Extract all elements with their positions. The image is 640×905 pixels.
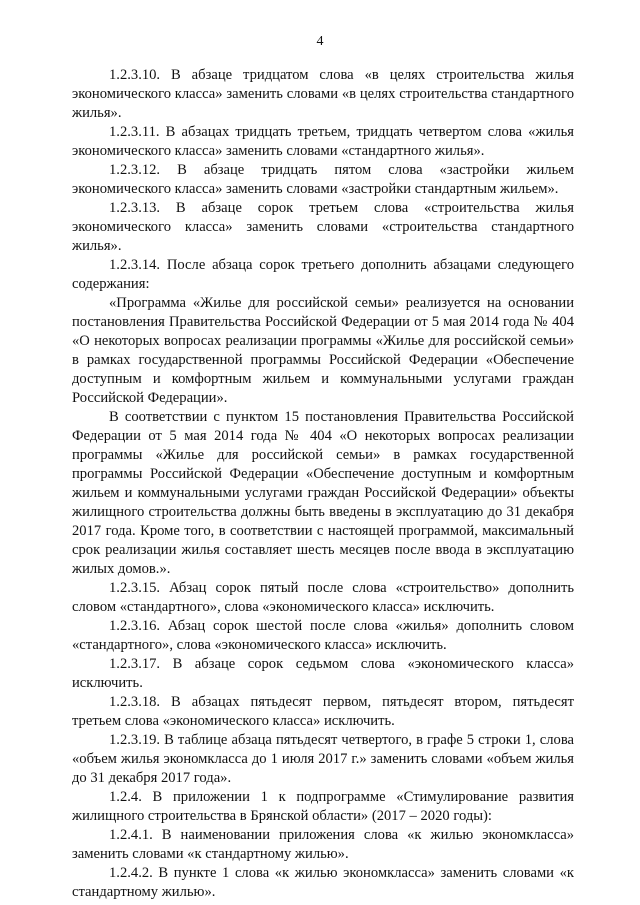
paragraph-1-2-3-15: 1.2.3.15. Абзац сорок пятый после слова «строительство» дополнить словом «стандартного», слова «экономического класса» исключить. xyxy=(72,580,574,615)
paragraph-1-2-3-12: 1.2.3.12. В абзаце тридцать пятом слова «застройки жильем экономического класса» заменить словами «застройки стандартным жильем». xyxy=(72,162,574,197)
paragraph-1-2-4: 1.2.4. В приложении 1 к подпрограмме «Стимулирование развития жилищного строительства в Брянской области» (2017 – 2020 годы): xyxy=(72,789,574,824)
page-number: 4 xyxy=(316,34,324,49)
paragraph-1-2-3-11: 1.2.3.11. В абзацах тридцать третьем, тридцать четвертом слова «жилья экономического класса» заменить словами «стандартного жилья». xyxy=(72,124,574,159)
paragraph-1-2-3-14: 1.2.3.14. После абзаца сорок третьего дополнить абзацами следующего содержания: xyxy=(72,257,574,292)
quoted-paragraph-program: «Программа «Жилье для российской семьи» реализуется на основании постановления Правительства Российской Федерации от 5 мая 2014 года № 404 «О некоторых вопросах реализации программы «Жилье для российской семьи» в рамках государственной программы Российской Федерации «Обеспечение доступным и комфортным жильем и коммунальными услугами граждан Российской Федерации». xyxy=(72,295,574,406)
paragraph-1-2-4-1: 1.2.4.1. В наименовании приложения слова «к жилью экономкласса» заменить словами «к стандартному жилью». xyxy=(72,827,574,862)
paragraph-1-2-3-17: 1.2.3.17. В абзаце сорок седьмом слова «экономического класса» исключить. xyxy=(72,656,574,691)
paragraph-1-2-3-18: 1.2.3.18. В абзацах пятьдесят первом, пятьдесят втором, пятьдесят третьем слова «экономического класса» исключить. xyxy=(72,694,574,729)
paragraph-1-2-3-19: 1.2.3.19. В таблице абзаца пятьдесят четвертого, в графе 5 строки 1, слова «объем жилья экономкласса до 1 июля 2017 г.» заменить словами «объем жилья до 31 декабря 2017 года». xyxy=(72,732,574,786)
paragraph-1-2-3-13: 1.2.3.13. В абзаце сорок третьем слова «строительства жилья экономического класса» заменить словами «строительства стандартного жилья». xyxy=(72,200,574,254)
document-body xyxy=(72,66,574,902)
quoted-paragraph-point-15: В соответствии с пунктом 15 постановления Правительства Российской Федерации от 5 мая 2014 года № 404 «О некоторых вопросах реализации программы «Жилье для российской семьи» в рамках государственной программы Российской Федерации «Обеспечение доступным и комфортным жильем и коммунальными услугами граждан Российской Федерации» объекты жилищного строительства должны быть введены в эксплуатацию до 31 декабря 2017 года. Кроме того, в соответствии с настоящей программой, максимальный срок реализации жилья составляет шесть месяцев после ввода в эксплуатацию жилых домов.». xyxy=(72,409,574,577)
paragraph-1-2-3-10: 1.2.3.10. В абзаце тридцатом слова «в целях строительства жилья экономического класса» заменить словами «в целях строительства стандартного жилья». xyxy=(72,67,574,121)
paragraph-1-2-3-16: 1.2.3.16. Абзац сорок шестой после слова «жилья» дополнить словом «стандартного», слова «экономического класса» исключить. xyxy=(72,618,574,653)
paragraph-1-2-4-2: 1.2.4.2. В пункте 1 слова «к жилью экономкласса» заменить словами «к стандартному жилью». xyxy=(72,865,574,900)
